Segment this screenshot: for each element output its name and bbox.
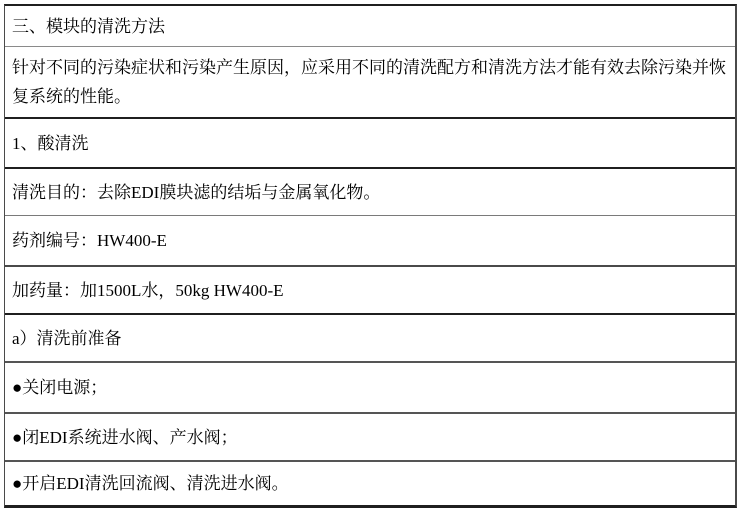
document-table bbox=[4, 4, 737, 508]
subsection-title-text: 1、酸清洗 bbox=[12, 133, 89, 153]
intro-paragraph-text: 针对不同的污染症状和污染产生原因，应采用不同的清洗配方和清洗方法才能有效去除污染并恢复系统的性能。 bbox=[12, 58, 726, 106]
cleaning-purpose-text: 清洗目的：去除EDI膜块滤的结垢与金属氧化物。 bbox=[12, 182, 381, 202]
dosage-text: 加药量：加1500L水，50kg HW400-E bbox=[12, 280, 284, 300]
table-row-pre-clean-preparation bbox=[5, 315, 735, 363]
table-row-section-title bbox=[5, 6, 735, 47]
table-row-intro-paragraph bbox=[5, 47, 735, 119]
table-row-bullet-open-valves bbox=[5, 462, 735, 505]
bullet-open-valves-text: ●开启EDI清洗回流阀、清洗进水阀。 bbox=[12, 474, 289, 493]
table-row-cleaning-purpose bbox=[5, 169, 735, 216]
bullet-power-off-text: ●关闭电源； bbox=[12, 378, 108, 397]
table-row-subsection-acid-clean bbox=[5, 119, 735, 169]
table-row-dosage bbox=[5, 267, 735, 315]
section-title-text: 三、模块的清洗方法 bbox=[12, 16, 165, 36]
chemical-number-text: 药剂编号：HW400-E bbox=[12, 231, 167, 250]
table-row-bullet-close-valves bbox=[5, 414, 735, 462]
table-row-bullet-power-off bbox=[5, 363, 735, 414]
pre-clean-preparation-text: a）清洗前准备 bbox=[12, 328, 122, 348]
table-row-chemical-number bbox=[5, 216, 735, 267]
bullet-close-valves-text: ●闭EDI系统进水阀、产水阀； bbox=[12, 427, 238, 447]
